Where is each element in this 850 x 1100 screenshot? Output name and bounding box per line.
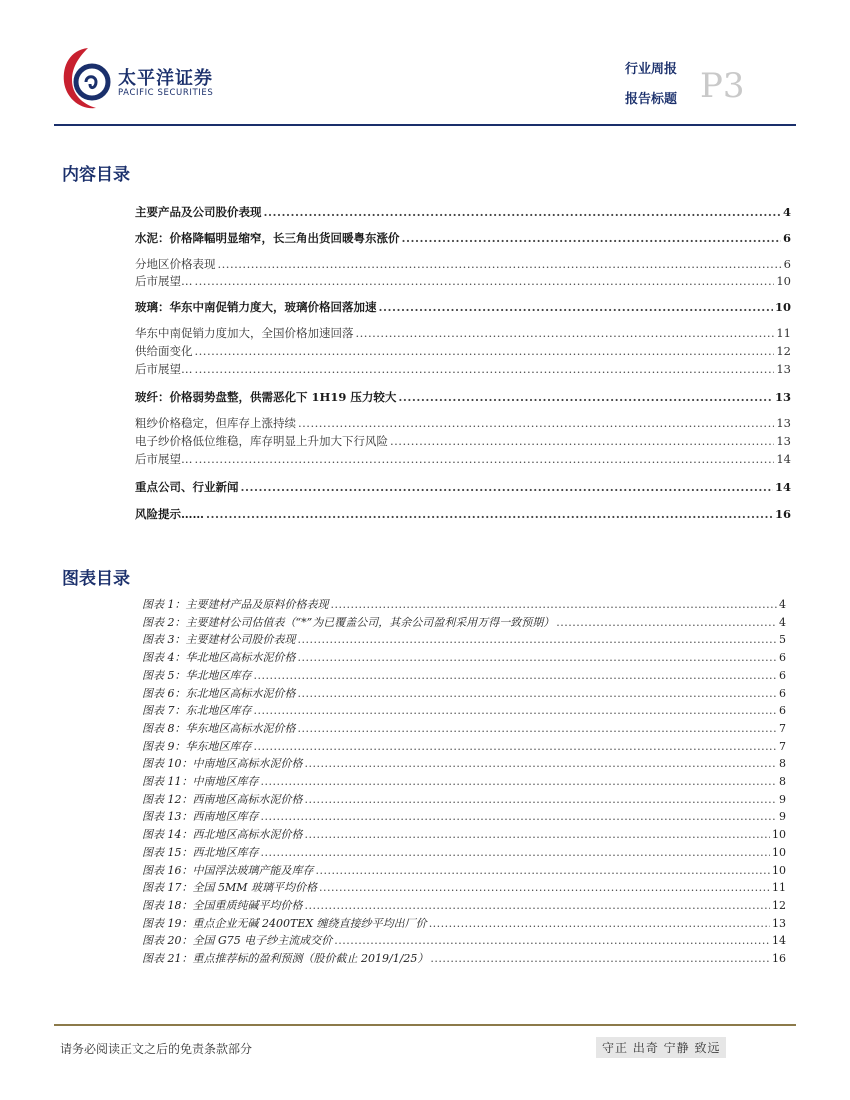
- toc-entry-text: 粗纱价格稳定，但库存上涨持续: [135, 416, 296, 430]
- figure-entry-text: 图表 6：东北地区高标水泥价格: [142, 687, 296, 700]
- figure-entry[interactable]: [142, 952, 786, 966]
- toc-entry-page: 10: [774, 300, 791, 314]
- toc-entry-page: 16: [774, 507, 791, 521]
- toc-entry[interactable]: [135, 480, 791, 494]
- figure-entry[interactable]: [142, 669, 786, 683]
- figure-entry[interactable]: [142, 775, 786, 789]
- figure-entry-text: 图表 17：全国 5MM 玻璃平均价格: [142, 881, 318, 894]
- figure-leader-dots: [331, 598, 778, 612]
- toc-leader-dots: [218, 257, 782, 271]
- figure-leader-dots: [305, 757, 778, 771]
- figure-leader-dots: [305, 793, 778, 807]
- toc-entry[interactable]: [135, 434, 791, 448]
- figure-entry-page: 6: [779, 651, 786, 664]
- report-type: 行业周报: [625, 62, 678, 77]
- figure-entry-page: 6: [779, 704, 786, 717]
- figure-entry-page: 8: [779, 775, 786, 788]
- footer-disclaimer: 请务必阅读正文之后的免责条款部分: [60, 1042, 253, 1056]
- toc-entry-page: 13: [774, 390, 791, 404]
- toc-entry[interactable]: [135, 507, 791, 521]
- toc-entry[interactable]: [135, 416, 791, 430]
- figure-entry-page: 9: [779, 810, 786, 823]
- figure-entry-page: 6: [779, 687, 786, 700]
- figure-entry-text: 图表 4：华北地区高标水泥价格: [142, 651, 296, 664]
- figure-entry-text: 图表 19：重点企业无碱 2400TEX 缠绕直接纱平均出厂价: [142, 917, 427, 930]
- toc-entry-text: 玻纤：价格弱势盘整，供需恶化下 1H19 压力较大: [135, 390, 397, 404]
- report-subtitle: 报告标题: [625, 92, 678, 107]
- toc-leader-dots: [390, 434, 774, 448]
- figure-leader-dots: [430, 952, 770, 966]
- toc-entry[interactable]: [135, 231, 791, 245]
- figure-entry-text: 图表 13：西南地区库存: [142, 810, 259, 823]
- toc-entry-page: 11: [776, 326, 791, 340]
- figure-entry[interactable]: [142, 687, 786, 701]
- toc-entry-page: 10: [776, 274, 791, 288]
- figure-entry[interactable]: [142, 864, 786, 878]
- toc-leader-dots: [195, 452, 775, 466]
- toc-entry-page: 14: [774, 480, 791, 494]
- toc-leader-dots: [195, 274, 775, 288]
- figure-entry[interactable]: [142, 740, 786, 754]
- figure-entry[interactable]: [142, 810, 786, 824]
- figure-entry[interactable]: [142, 651, 786, 665]
- logo-chinese-name: 太平洋证券: [118, 68, 213, 89]
- figure-entry[interactable]: [142, 757, 786, 771]
- figure-entry-page: 5: [779, 633, 786, 646]
- figure-entry[interactable]: [142, 633, 786, 647]
- toc-entry-page: 6: [782, 231, 791, 245]
- figure-entry-text: 图表 8：华东地区高标水泥价格: [142, 722, 296, 735]
- toc-title: 内容目录: [62, 165, 130, 185]
- figure-entry-page: 9: [779, 793, 786, 806]
- figure-entry[interactable]: [142, 616, 786, 630]
- figure-entry-text: 图表 21：重点推荐标的盈利预测（股价截止 2019/1/25）: [142, 952, 429, 965]
- figure-entry-text: 图表 5：华北地区库存: [142, 669, 252, 682]
- toc-entry[interactable]: [135, 274, 791, 288]
- toc-entry-text: 后市展望…: [135, 274, 193, 288]
- toc-entry-page: 13: [776, 362, 791, 376]
- figure-entry-page: 10: [772, 864, 786, 877]
- figure-entry-text: 图表 9：华东地区库存: [142, 740, 252, 753]
- figure-leader-dots: [305, 828, 771, 842]
- toc-entry[interactable]: [135, 205, 791, 219]
- figure-entry-page: 10: [772, 828, 786, 841]
- figure-leader-dots: [298, 722, 778, 736]
- toc-entry-page: 6: [783, 257, 791, 271]
- toc-entry-text: 分地区价格表现: [135, 257, 216, 271]
- figure-entry-text: 图表 2：主要建材公司估值表（“*”为已覆盖公司，其余公司盈利采用万得一致预期）: [142, 616, 555, 629]
- toc-entry-page: 4: [782, 205, 791, 219]
- toc-entry-text: 玻璃：华东中南促销力度大，玻璃价格回落加速: [135, 300, 377, 314]
- toc-entry-text: 风险提示……: [135, 507, 204, 521]
- figure-entry-page: 13: [772, 917, 786, 930]
- toc-leader-dots: [241, 480, 773, 494]
- figure-entry[interactable]: [142, 598, 786, 612]
- figure-leader-dots: [298, 651, 778, 665]
- toc-entry[interactable]: [135, 390, 791, 404]
- figure-leader-dots: [319, 881, 770, 895]
- toc-leader-dots: [402, 231, 781, 245]
- figure-leader-dots: [261, 846, 771, 860]
- figure-entry[interactable]: [142, 846, 786, 860]
- toc-entry[interactable]: [135, 300, 791, 314]
- figure-list-title: 图表目录: [62, 569, 130, 589]
- figure-leader-dots: [334, 934, 770, 948]
- toc-entry[interactable]: [135, 326, 791, 340]
- pacific-logo-icon: [60, 44, 116, 114]
- toc-entry-page: 14: [776, 452, 791, 466]
- figure-leader-dots: [261, 775, 778, 789]
- figure-entry-text: 图表 11：中南地区库存: [142, 775, 259, 788]
- figure-entry-text: 图表 12：西南地区高标水泥价格: [142, 793, 303, 806]
- page-label: P3: [700, 66, 745, 106]
- figure-leader-dots: [305, 899, 771, 913]
- toc-entry-page: 13: [776, 434, 791, 448]
- figure-entry-text: 图表 15：西北地区库存: [142, 846, 259, 859]
- toc-entry-text: 后市展望…: [135, 452, 193, 466]
- figure-entry-text: 图表 7：东北地区库存: [142, 704, 252, 717]
- figure-leader-dots: [254, 669, 778, 683]
- figure-entry-page: 10: [772, 846, 786, 859]
- figure-entry[interactable]: [142, 828, 786, 842]
- figure-entry-text: 图表 14：西北地区高标水泥价格: [142, 828, 303, 841]
- toc-entry-text: 重点公司、行业新闻: [135, 480, 239, 494]
- footer-motto: 守正 出奇 宁静 致远: [596, 1037, 726, 1058]
- toc-entry-page: 13: [776, 416, 791, 430]
- figure-entry-page: 14: [772, 934, 786, 947]
- figure-entry[interactable]: [142, 899, 786, 913]
- toc-leader-dots: [195, 362, 775, 376]
- figure-entry-text: 图表 18：全国重质纯碱平均价格: [142, 899, 303, 912]
- figure-leader-dots: [261, 810, 778, 824]
- toc-leader-dots: [379, 300, 773, 314]
- toc-entry-text: 主要产品及公司股价表现: [135, 205, 262, 219]
- figure-entry-text: 图表 16：中国浮法玻璃产能及库存: [142, 864, 314, 877]
- toc-entry[interactable]: [135, 362, 791, 376]
- figure-entry-page: 12: [772, 899, 786, 912]
- figure-leader-dots: [254, 704, 778, 718]
- figure-entry-text: 图表 10：中南地区高标水泥价格: [142, 757, 303, 770]
- toc-leader-dots: [206, 507, 773, 521]
- header-divider: [54, 124, 796, 126]
- figure-entry-page: 16: [772, 952, 786, 965]
- figure-entry[interactable]: [142, 934, 786, 948]
- figure-leader-dots: [298, 633, 778, 647]
- figure-leader-dots: [429, 917, 770, 931]
- figure-entry-page: 11: [772, 881, 786, 894]
- toc-entry-page: 12: [776, 344, 791, 358]
- figure-entry-text: 图表 3：主要建材公司股价表现: [142, 633, 296, 646]
- figure-leader-dots: [254, 740, 778, 754]
- toc-entry-text: 华东中南促销力度加大，全国价格加速回落: [135, 326, 354, 340]
- toc-leader-dots: [298, 416, 774, 430]
- figure-entry[interactable]: [142, 793, 786, 807]
- logo-english-name: PACIFIC SECURITIES: [118, 88, 214, 98]
- figure-entry-page: 7: [779, 722, 786, 735]
- figure-entry-text: 图表 20：全国 G75 电子纱主流成交价: [142, 934, 333, 947]
- figure-entry[interactable]: [142, 704, 786, 718]
- figure-entry[interactable]: [142, 917, 786, 931]
- figure-entry-page: 8: [779, 757, 786, 770]
- toc-leader-dots: [398, 390, 773, 404]
- figure-entry[interactable]: [142, 881, 786, 895]
- toc-leader-dots: [356, 326, 775, 340]
- toc-entry-text: 供给面变化: [135, 344, 193, 358]
- toc-entry-text: 电子纱价格低位维稳，库存明显上升加大下行风险: [135, 434, 388, 448]
- toc-leader-dots: [264, 205, 781, 219]
- toc-entry[interactable]: [135, 344, 791, 358]
- figure-entry-text: 图表 1：主要建材产品及原料价格表现: [142, 598, 329, 611]
- figure-entry-page: 6: [779, 669, 786, 682]
- figure-leader-dots: [298, 687, 778, 701]
- toc-leader-dots: [195, 344, 775, 358]
- company-logo: [60, 44, 220, 114]
- figure-leader-dots: [316, 864, 771, 878]
- toc-entry[interactable]: [135, 257, 791, 271]
- toc-entry[interactable]: [135, 452, 791, 466]
- figure-entry-page: 7: [779, 740, 786, 753]
- figure-entry-page: 4: [779, 616, 786, 629]
- figure-entry[interactable]: [142, 722, 786, 736]
- toc-entry-text: 后市展望…: [135, 362, 193, 376]
- footer-divider: [54, 1024, 796, 1026]
- figure-leader-dots: [556, 616, 777, 630]
- toc-entry-text: 水泥：价格降幅明显缩窄，长三角出货回暖粤东涨价: [135, 231, 400, 245]
- figure-entry-page: 4: [779, 598, 786, 611]
